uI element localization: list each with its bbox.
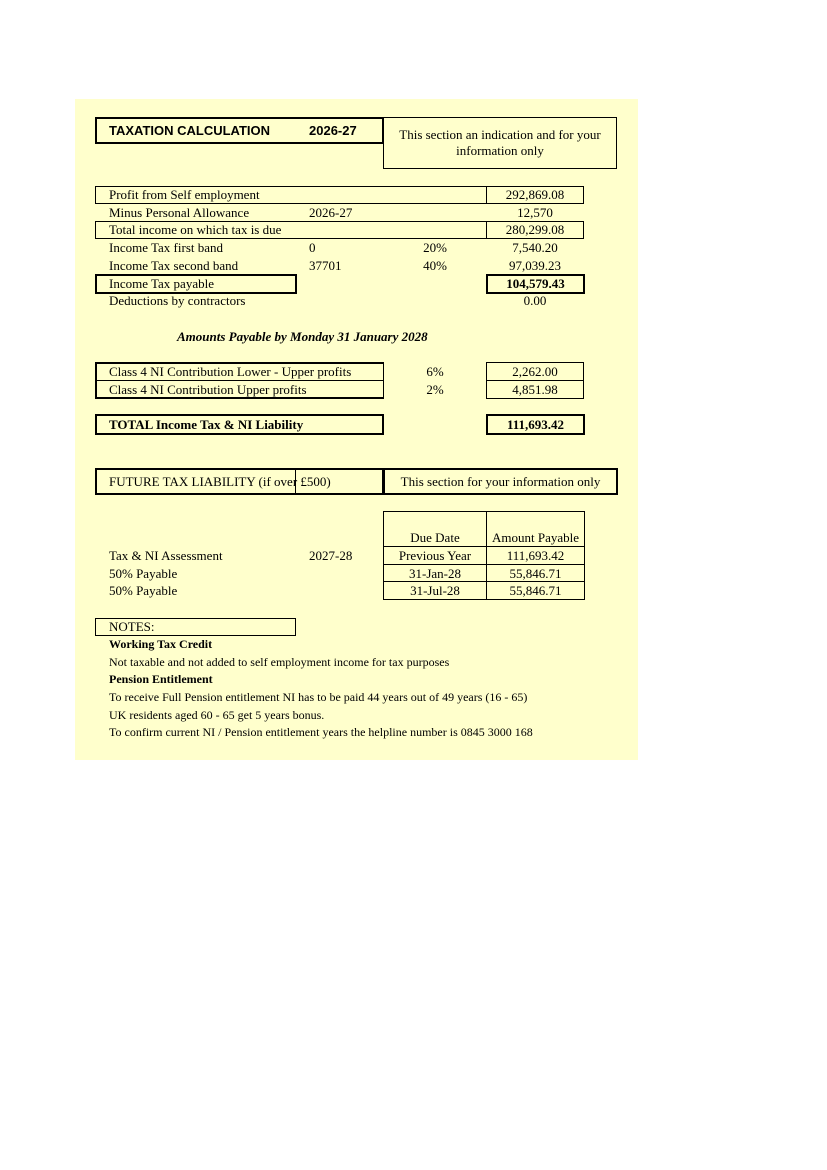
second-band-value: 97,039.23 xyxy=(509,258,561,273)
ni-upper-label: Class 4 NI Contribution Upper profits xyxy=(109,382,307,397)
profit-label: Profit from Self employment xyxy=(109,187,260,202)
payable-label: Income Tax payable xyxy=(109,276,214,291)
future-note: This section for your information only xyxy=(400,474,601,489)
deductions-value: 0.00 xyxy=(523,293,547,308)
deductions-label: Deductions by contractors xyxy=(109,293,246,308)
ni-lower-label: Class 4 NI Contribution Lower - Upper profits xyxy=(109,364,352,379)
allowance-year: 2026-27 xyxy=(309,205,353,220)
assessment-due: Previous Year xyxy=(398,548,472,563)
taxable-label: Total income on which tax is due xyxy=(109,222,282,237)
amounts-heading: Amounts Payable by Monday 31 January 2028 xyxy=(177,329,428,344)
due-date-header: Due Date xyxy=(410,530,460,545)
page-title: TAXATION CALCULATION xyxy=(109,123,271,138)
pension-line-1: To receive Full Pension entitlement NI has to be paid 44 years out of 49 years (16 - 65) xyxy=(109,690,528,704)
total-value: 111,693.42 xyxy=(506,417,565,432)
first-band-threshold: 0 xyxy=(309,240,316,255)
allowance-label: Minus Personal Allowance xyxy=(109,205,250,220)
payment-1-due: 31-Jan-28 xyxy=(409,566,461,581)
second-band-threshold: 37701 xyxy=(309,258,342,273)
tax-year: 2026-27 xyxy=(309,123,357,138)
amount-header: Amount Payable xyxy=(491,530,579,545)
second-band-label: Income Tax second band xyxy=(109,258,239,273)
payment-1-amount: 55,846.71 xyxy=(509,566,562,581)
allowance-value: 12,570 xyxy=(517,205,553,220)
pension-heading: Pension Entitlement xyxy=(109,672,213,686)
profit-value: 292,869.08 xyxy=(505,187,565,202)
second-band-rate: 40% xyxy=(423,258,447,273)
total-label: TOTAL Income Tax & NI Liability xyxy=(109,417,304,432)
payable-value: 104,579.43 xyxy=(506,276,565,291)
future-title: FUTURE TAX LIABILITY (if over £500) xyxy=(109,474,331,489)
wtc-heading: Working Tax Credit xyxy=(109,637,213,651)
pension-line-2: UK residents aged 60 - 65 get 5 years bonus. xyxy=(109,708,325,722)
ni-upper-value: 4,851.98 xyxy=(512,382,558,397)
ni-lower-rate: 6% xyxy=(426,364,444,379)
info-note: This section an indication and for your information only xyxy=(399,127,601,158)
first-band-rate: 20% xyxy=(423,240,447,255)
notes-title: NOTES: xyxy=(109,619,155,634)
ni-upper-rate: 2% xyxy=(426,382,444,397)
first-band-label: Income Tax first band xyxy=(109,240,224,255)
first-band-value: 7,540.20 xyxy=(512,240,558,255)
assessment-year: 2027-28 xyxy=(309,548,353,563)
wtc-text: Not taxable and not added to self employment income for tax purposes xyxy=(109,655,450,669)
ni-lower-value: 2,262.00 xyxy=(512,364,558,379)
pension-line-3: To confirm current NI / Pension entitlement years the helpline number is 0845 3000 168 xyxy=(109,725,533,739)
payment-2-label: 50% Payable xyxy=(109,583,178,598)
assessment-label: Tax & NI Assessment xyxy=(109,548,223,563)
taxable-value: 280,299.08 xyxy=(505,222,565,237)
payment-2-amount: 55,846.71 xyxy=(509,583,562,598)
assessment-amount: 111,693.42 xyxy=(506,548,565,563)
payment-2-due: 31-Jul-28 xyxy=(410,583,460,598)
payment-1-label: 50% Payable xyxy=(109,566,178,581)
